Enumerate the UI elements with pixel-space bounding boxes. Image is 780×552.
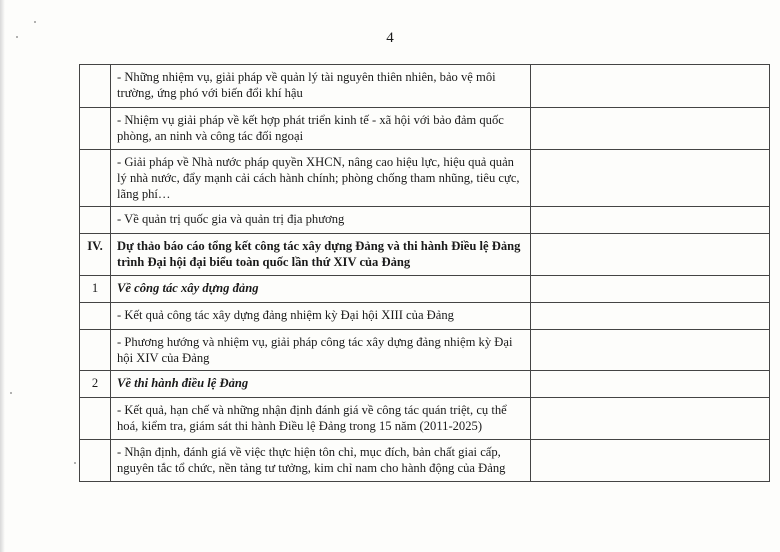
row-text: - Giải pháp về Nhà nước pháp quyền XHCN, nâng cao hiệu lực, hiệu quả quản lý nhà nước, đẩy mạnh cải cách hành chính; phòng chống tham nhũng, tiêu cực, lãng phí… <box>111 150 531 207</box>
table-row <box>80 398 770 440</box>
row-number <box>80 440 111 482</box>
empty-cell <box>531 276 770 303</box>
empty-cell <box>531 65 770 108</box>
row-number <box>80 303 111 330</box>
row-text: - Nhiệm vụ giải pháp về kết hợp phát triển kinh tế - xã hội với bảo đảm quốc phòng, an ninh và công tác đối ngoại <box>111 108 531 150</box>
row-number <box>80 207 111 234</box>
empty-cell <box>531 303 770 330</box>
table-row <box>80 276 770 303</box>
empty-cell <box>531 371 770 398</box>
empty-cell <box>531 234 770 276</box>
scan-edge-shadow <box>0 0 5 552</box>
section-number: IV. <box>80 234 111 276</box>
empty-cell <box>531 440 770 482</box>
section-heading: Dự thảo báo cáo tổng kết công tác xây dựng Đảng và thi hành Điều lệ Đảng trình Đại hội đại biểu toàn quốc lần thứ XIV của Đảng <box>111 234 531 276</box>
table-row <box>80 371 770 398</box>
scan-speck <box>34 21 36 23</box>
scan-speck <box>10 392 12 394</box>
row-text: - Nhận định, đánh giá về việc thực hiện tôn chỉ, mục đích, bản chất giai cấp, nguyên tắc tổ chức, nền tảng tư tưởng, kim chỉ nam cho hành động của Đảng <box>111 440 531 482</box>
table-row <box>80 440 770 482</box>
empty-cell <box>531 330 770 371</box>
row-number <box>80 108 111 150</box>
row-number <box>80 398 111 440</box>
empty-cell <box>531 398 770 440</box>
row-number <box>80 65 111 108</box>
row-number: 2 <box>80 371 111 398</box>
page-number: 4 <box>386 30 394 46</box>
row-text: - Kết quả công tác xây dựng đảng nhiệm kỳ Đại hội XIII của Đảng <box>111 303 531 330</box>
row-text: - Phương hướng và nhiệm vụ, giải pháp công tác xây dựng đảng nhiệm kỳ Đại hội XIV của Đảng <box>111 330 531 371</box>
subsection-heading: Về thi hành điều lệ Đảng <box>111 371 531 398</box>
row-text: - Về quản trị quốc gia và quản trị địa phương <box>111 207 531 234</box>
row-text: - Kết quả, hạn chế và những nhận định đánh giá về công tác quán triệt, cụ thể hoá, kiểm tra, giám sát thi hành Điều lệ Đảng trong 15 năm (2011-2025) <box>111 398 531 440</box>
table-row <box>80 303 770 330</box>
content-table <box>79 64 770 482</box>
table-row <box>80 234 770 276</box>
empty-cell <box>531 150 770 207</box>
row-number: 1 <box>80 276 111 303</box>
table-row <box>80 65 770 108</box>
empty-cell <box>531 108 770 150</box>
table-row <box>80 150 770 207</box>
row-number <box>80 330 111 371</box>
empty-cell <box>531 207 770 234</box>
subsection-heading: Về công tác xây dựng đảng <box>111 276 531 303</box>
table-row <box>80 108 770 150</box>
row-number <box>80 150 111 207</box>
table-row <box>80 207 770 234</box>
table-row <box>80 330 770 371</box>
row-text: - Những nhiệm vụ, giải pháp về quản lý tài nguyên thiên nhiên, bảo vệ môi trường, ứng phó với biến đổi khí hậu <box>111 65 531 108</box>
scan-speck <box>74 462 76 464</box>
